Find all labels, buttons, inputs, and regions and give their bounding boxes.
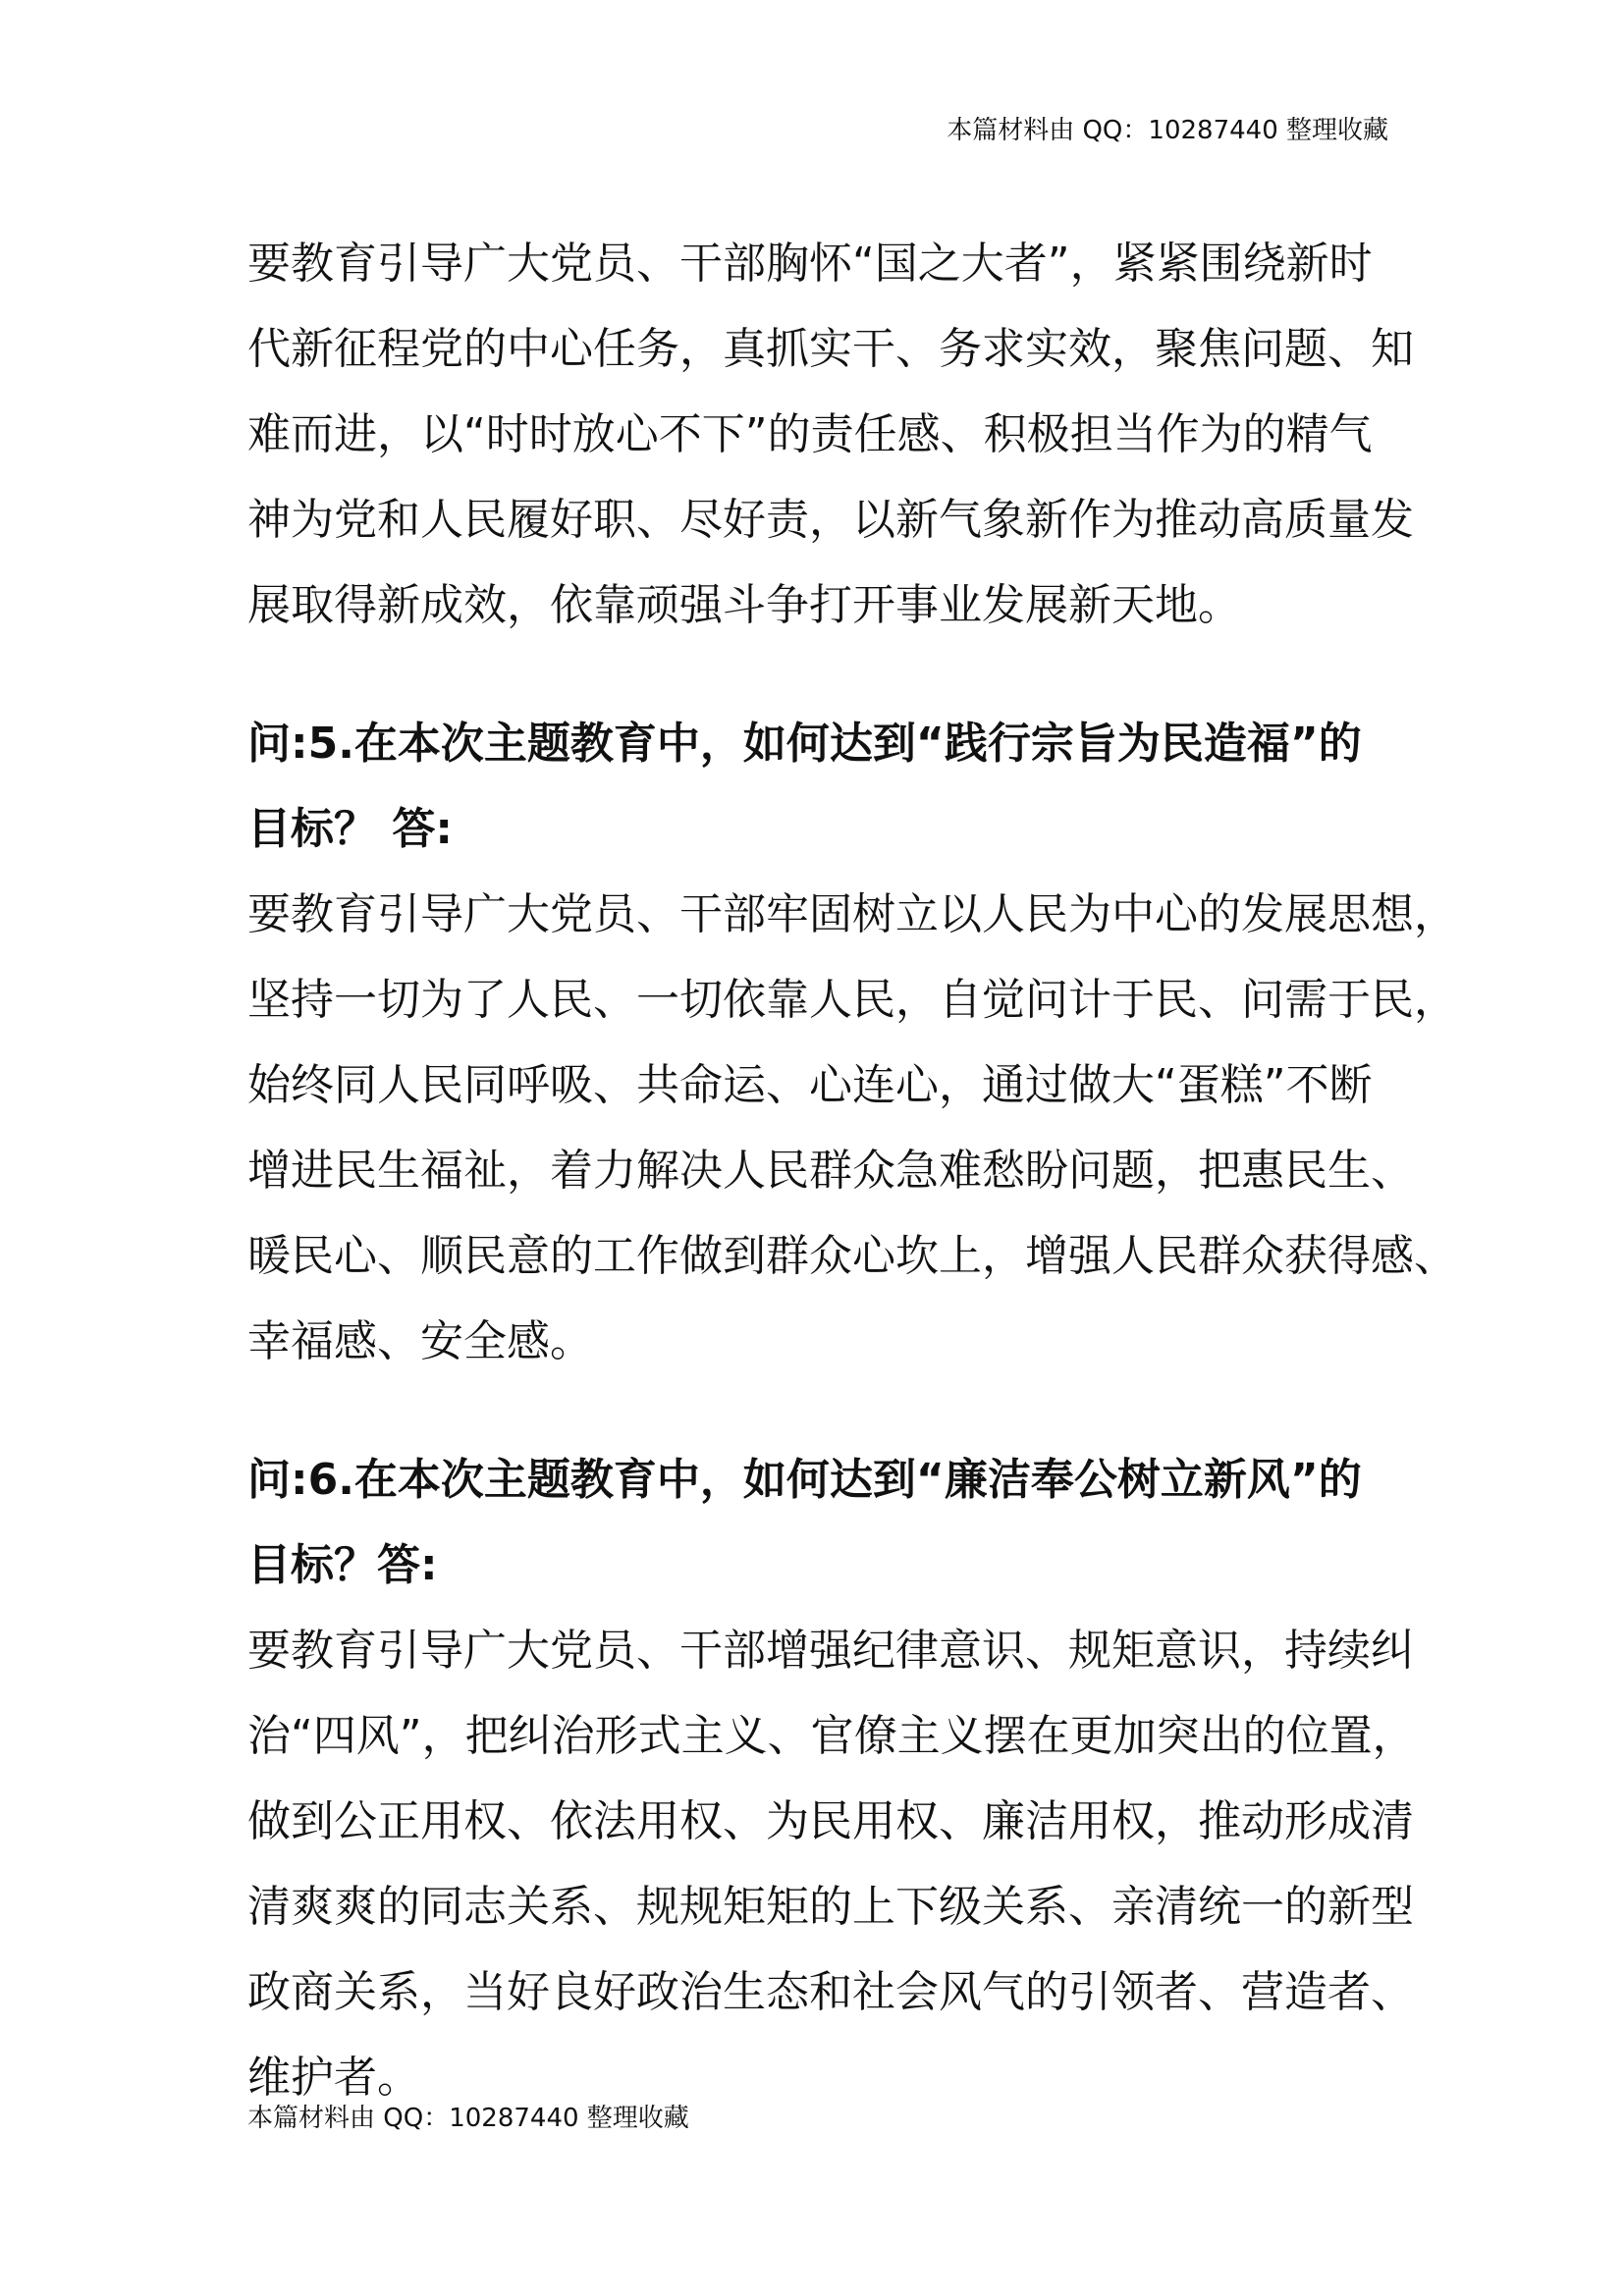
question-5 (247, 701, 1391, 872)
answer-line: 维护者。 (247, 2053, 420, 2103)
answer-line: 清爽爽的同志关系、规规矩矩的上下级关系、亲清统一的新型 (247, 1882, 1414, 1932)
answer-line: 展取得新成效，依靠顽强斗争打开事业发展新天地。 (247, 580, 1241, 630)
answer-line: 增进民生福祉，着力解决人民群众急难愁盼问题，把惠民生、 (247, 1146, 1414, 1196)
question-line: 目标？答: (247, 1540, 438, 1590)
answer-5 (247, 872, 1457, 1384)
answer-line: 暖民心、顺民意的工作做到群众心坎上，增强人民群众获得感、 (247, 1231, 1457, 1281)
answer-line: 难而进，以“时时放心不下”的责任感、积极担当作为的精气 (247, 409, 1373, 459)
question-line: 问:5.在本次主题教育中，如何达到“践行宗旨为民造福”的 (247, 719, 1362, 769)
question-line: 问:6.在本次主题教育中，如何达到“廉洁奉公树立新风”的 (247, 1455, 1362, 1505)
answer-line: 政商关系，当好良好政治生态和社会风气的引领者、营造者、 (247, 1967, 1414, 2017)
answer-line: 始终同人民同呼吸、共命运、心连心，通过做大“蛋糕”不断 (247, 1060, 1373, 1110)
answer-line: 幸福感、安全感。 (247, 1316, 593, 1366)
section-4-answer (247, 221, 1414, 648)
answer-line: 做到公正用权、依法用权、为民用权、廉洁用权，推动形成清 (247, 1796, 1414, 1846)
answer-line: 坚持一切为了人民、一切依靠人民，自觉问计于民、问需于民， (247, 975, 1457, 1025)
header-note: 本篇材料由 QQ：10287440 整理收藏 (947, 116, 1388, 145)
question-line: 目标？ 答: (247, 804, 453, 854)
answer-line: 要教育引导广大党员、干部胸怀“国之大者”，紧紧围绕新时 (247, 239, 1373, 289)
answer-line: 要教育引导广大党员、干部增强纪律意识、规矩意识，持续纠 (247, 1626, 1414, 1676)
answer-line: 神为党和人民履好职、尽好责，以新气象新作为推动高质量发 (247, 495, 1414, 545)
document-body (247, 221, 1457, 2120)
answer-6 (247, 1608, 1416, 2120)
question-6 (247, 1437, 1391, 1608)
answer-line: 治“四风”，把纠治形式主义、官僚主义摆在更加突出的位置， (247, 1711, 1416, 1761)
footer-note: 本篇材料由 QQ：10287440 整理收藏 (247, 2104, 689, 2133)
answer-line: 要教育引导广大党员、干部牢固树立以人民为中心的发展思想， (247, 889, 1457, 939)
answer-line: 代新征程党的中心任务，真抓实干、务求实效，聚焦问题、知 (247, 324, 1414, 374)
